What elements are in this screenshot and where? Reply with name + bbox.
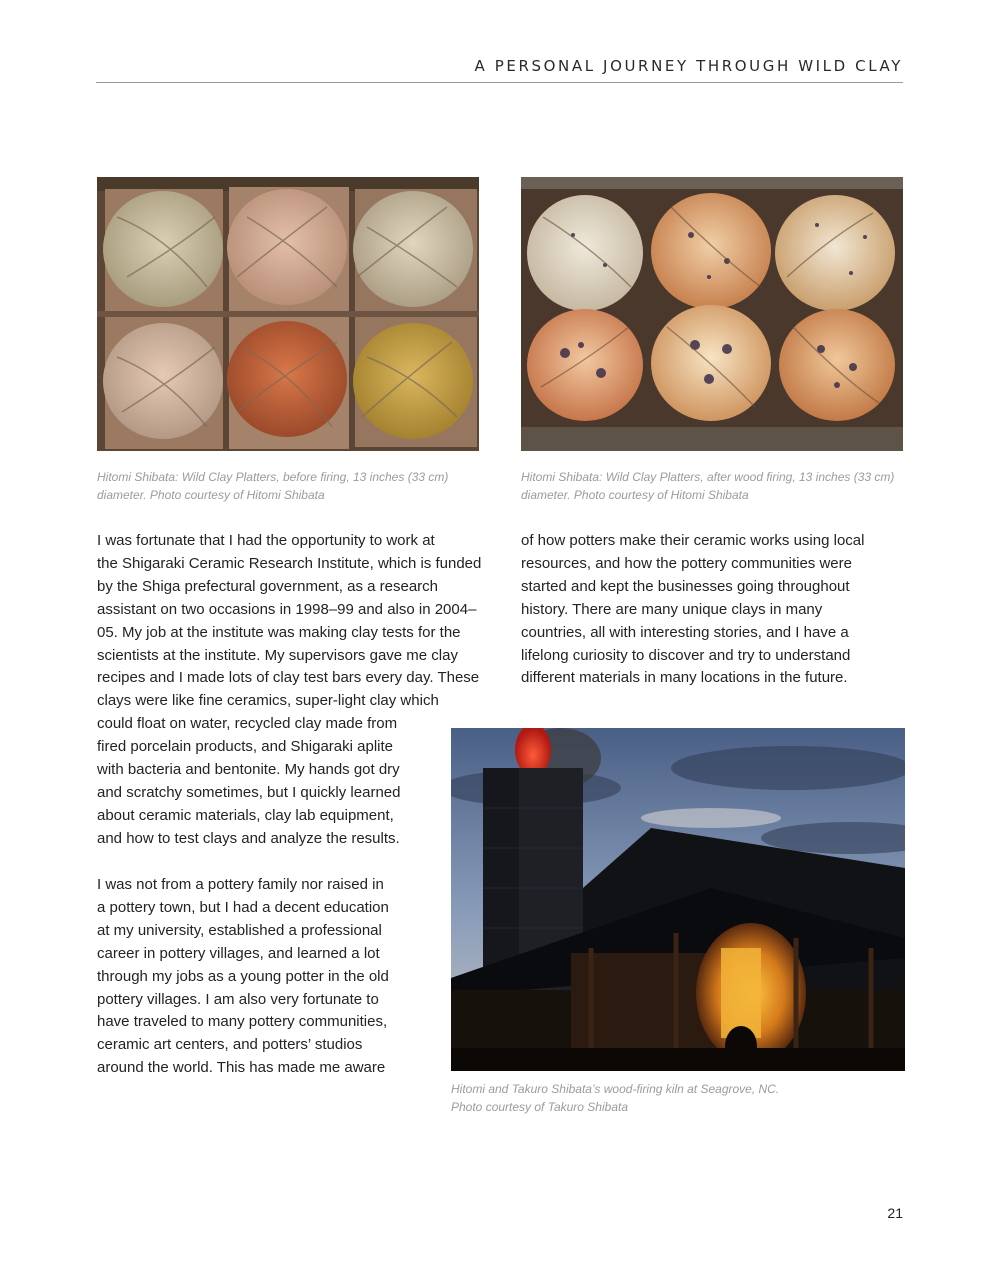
text-line: through my jobs as a young potter in the old (97, 967, 389, 985)
text-line: have traveled to many pottery communities, (97, 1013, 388, 1031)
body-left-paragraph-2 (97, 874, 389, 1080)
text-line: resources, and how the pottery communities were (521, 554, 852, 572)
text-line: history. There are many unique clays in many (521, 600, 823, 618)
caption-line: Hitomi Shibata: Wild Clay Platters, before firing, 13 inches (33 cm) (97, 470, 449, 484)
caption-kiln (451, 1080, 779, 1116)
text-line: pottery villages. I am also very fortunate to (97, 990, 379, 1008)
photo-platters-after-firing (521, 177, 903, 451)
caption-line: diameter. Photo courtesy of Hitomi Shibata (521, 488, 749, 502)
caption-line: Hitomi Shibata: Wild Clay Platters, after wood firing, 13 inches (33 cm) (521, 470, 895, 484)
text-line: 05. My job at the institute was making clay tests for the (97, 623, 461, 641)
text-line: started and kept the businesses going throughout (521, 577, 850, 595)
text-line: I was not from a pottery family nor raised in (97, 876, 384, 893)
text-line: I was fortunate that I had the opportunity to work at (97, 532, 435, 549)
header-divider (96, 82, 903, 83)
text-line: with bacteria and bentonite. My hands got dry (97, 761, 400, 779)
text-line: different materials in many locations in the future. (521, 669, 848, 687)
caption-before-firing (97, 468, 448, 504)
body-right-paragraph (521, 530, 864, 690)
caption-after-firing (521, 468, 894, 504)
platters-after-image (521, 177, 903, 451)
text-line: of how potters make their ceramic works using local (521, 532, 865, 549)
text-line: fired porcelain products, and Shigaraki aplite (97, 738, 394, 756)
kiln-image (451, 728, 905, 1071)
text-line: clays were like fine ceramics, super-light clay which (97, 692, 439, 710)
text-line: ceramic art centers, and potters’ studios (97, 1036, 363, 1054)
text-line: assistant on two occasions in 1998–99 and also in 2004– (97, 600, 477, 618)
text-line: about ceramic materials, clay lab equipment, (97, 806, 394, 824)
text-line: scientists at the institute. My supervisors gave me clay (97, 646, 458, 664)
text-line: around the world. This has made me aware (97, 1059, 386, 1077)
photo-platters-before-firing (97, 177, 479, 451)
text-line: and scratchy sometimes, but I quickly learned (97, 783, 401, 801)
text-line: lifelong curiosity to discover and try to understand (521, 646, 851, 664)
text-line: the Shigaraki Ceramic Research Institute, which is funded (97, 554, 482, 572)
text-line: at my university, established a professional (97, 921, 382, 939)
text-line: a pottery town, but I had a decent education (97, 898, 389, 916)
running-header: A PERSONAL JOURNEY THROUGH WILD CLAY (474, 57, 903, 75)
page-number: 21 (887, 1205, 903, 1221)
text-line: countries, all with interesting stories, and I have a (521, 623, 849, 641)
text-line: could float on water, recycled clay made from (97, 715, 398, 733)
text-line: recipes and I made lots of clay test bars every day. These (97, 669, 480, 687)
text-line: and how to test clays and analyze the results. (97, 829, 400, 847)
body-left-paragraph-1 (97, 530, 481, 851)
platters-before-image (97, 177, 479, 451)
photo-wood-firing-kiln (451, 728, 905, 1071)
caption-line: Photo courtesy of Takuro Shibata (451, 1100, 628, 1114)
text-line: by the Shiga prefectural government, as a research (97, 577, 439, 595)
caption-line: Hitomi and Takuro Shibata’s wood-firing kiln at Seagrove, NC. (451, 1082, 780, 1096)
text-line: career in pottery villages, and learned a lot (97, 944, 380, 962)
caption-line: diameter. Photo courtesy of Hitomi Shibata (97, 488, 325, 502)
